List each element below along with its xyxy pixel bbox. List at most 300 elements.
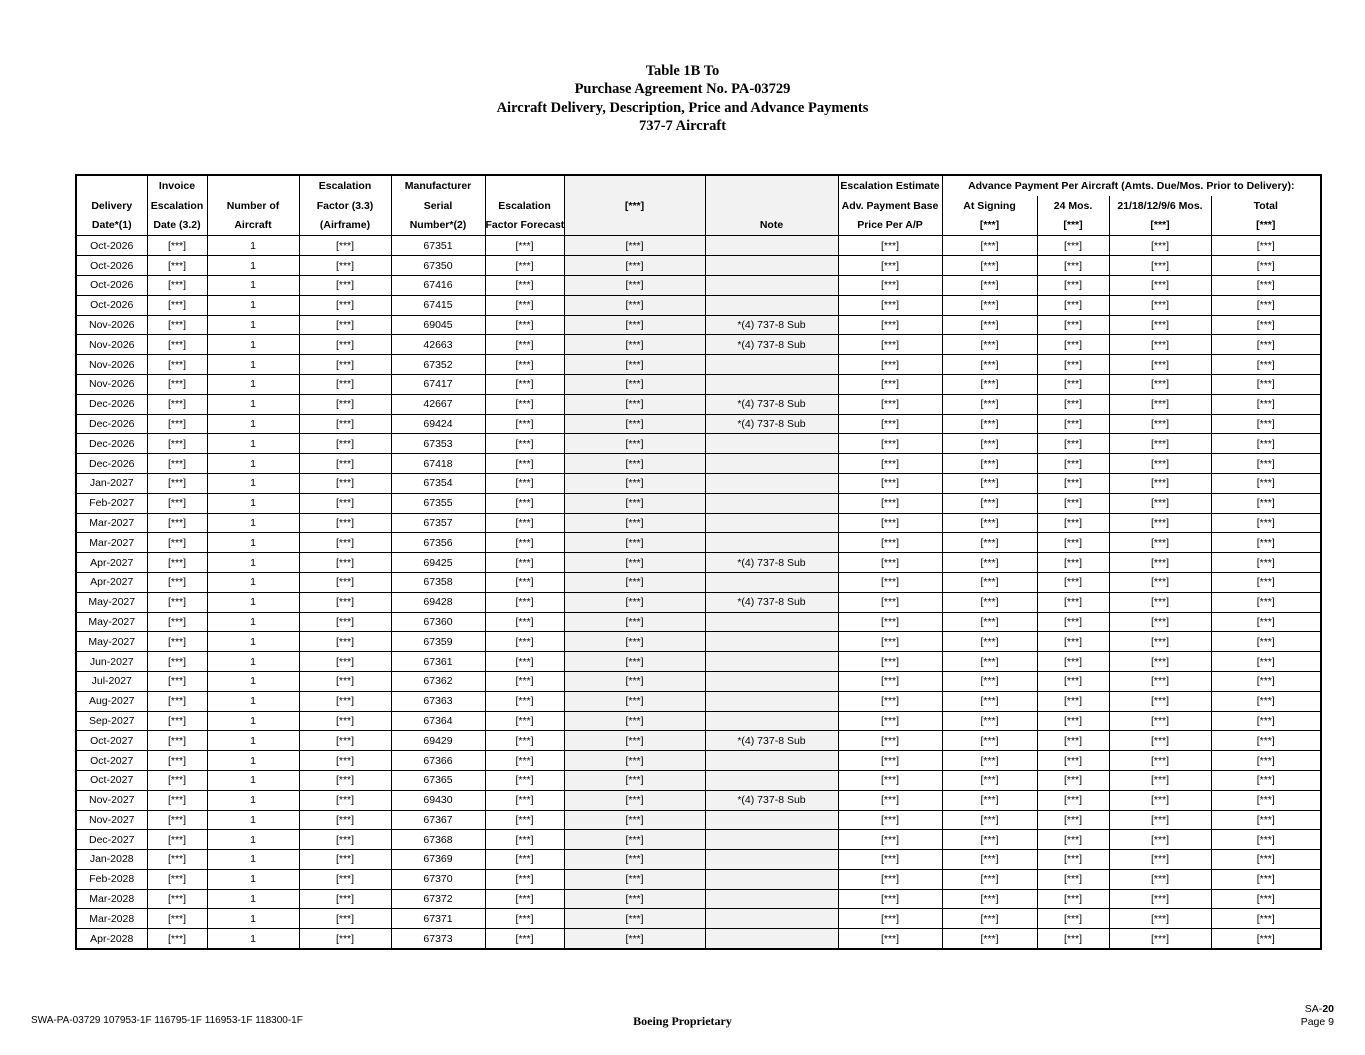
table-row bbox=[76, 612, 1321, 632]
number-of-aircraft-cell: 1 bbox=[207, 909, 299, 929]
note-cell bbox=[705, 830, 838, 850]
escalation-factor-cell: [***] bbox=[299, 434, 391, 454]
header-cell: Serial bbox=[391, 196, 485, 216]
number-of-aircraft-cell: 1 bbox=[207, 572, 299, 592]
header-cell: Total bbox=[1211, 196, 1321, 216]
escalation-factor-cell: [***] bbox=[299, 315, 391, 335]
escalation-forecast-cell: [***] bbox=[485, 652, 564, 672]
base-price-cell: [***] bbox=[838, 355, 942, 375]
24-mos-cell: [***] bbox=[1037, 454, 1109, 474]
21-mos-cell: [***] bbox=[1109, 374, 1211, 394]
number-of-aircraft-cell: 1 bbox=[207, 374, 299, 394]
21-mos-cell: [***] bbox=[1109, 572, 1211, 592]
escalation-factor-cell: [***] bbox=[299, 513, 391, 533]
escalation-factor-cell: [***] bbox=[299, 275, 391, 295]
note-cell bbox=[705, 889, 838, 909]
number-of-aircraft-cell: 1 bbox=[207, 850, 299, 870]
delivery-date-cell: Oct-2026 bbox=[76, 295, 147, 315]
delivery-date-cell: Sep-2027 bbox=[76, 711, 147, 731]
24-mos-cell: [***] bbox=[1037, 355, 1109, 375]
table-row bbox=[76, 493, 1321, 513]
header-cell: At Signing bbox=[942, 196, 1037, 216]
21-mos-cell: [***] bbox=[1109, 889, 1211, 909]
escalation-factor-cell: [***] bbox=[299, 691, 391, 711]
total-cell: [***] bbox=[1211, 374, 1321, 394]
invoice-escalation-cell: [***] bbox=[147, 493, 207, 513]
total-cell: [***] bbox=[1211, 295, 1321, 315]
at-signing-cell: [***] bbox=[942, 691, 1037, 711]
at-signing-cell: [***] bbox=[942, 553, 1037, 573]
number-of-aircraft-cell: 1 bbox=[207, 493, 299, 513]
note-cell bbox=[705, 770, 838, 790]
24-mos-cell: [***] bbox=[1037, 236, 1109, 256]
number-of-aircraft-cell: 1 bbox=[207, 671, 299, 691]
total-cell: [***] bbox=[1211, 869, 1321, 889]
table-row bbox=[76, 572, 1321, 592]
delivery-date-cell: Dec-2027 bbox=[76, 830, 147, 850]
base-price-cell: [***] bbox=[838, 810, 942, 830]
header-cell: [***] bbox=[942, 216, 1037, 236]
total-cell: [***] bbox=[1211, 434, 1321, 454]
base-price-cell: [***] bbox=[838, 295, 942, 315]
total-cell: [***] bbox=[1211, 493, 1321, 513]
header-cell bbox=[705, 196, 838, 216]
at-signing-cell: [***] bbox=[942, 355, 1037, 375]
invoice-escalation-cell: [***] bbox=[147, 533, 207, 553]
24-mos-cell: [***] bbox=[1037, 275, 1109, 295]
redacted-cell: [***] bbox=[564, 434, 705, 454]
24-mos-cell: [***] bbox=[1037, 751, 1109, 771]
table-row bbox=[76, 454, 1321, 474]
base-price-cell: [***] bbox=[838, 335, 942, 355]
note-cell bbox=[705, 295, 838, 315]
escalation-forecast-cell: [***] bbox=[485, 889, 564, 909]
24-mos-cell: [***] bbox=[1037, 592, 1109, 612]
note-cell bbox=[705, 632, 838, 652]
21-mos-cell: [***] bbox=[1109, 652, 1211, 672]
serial-number-cell: 69425 bbox=[391, 553, 485, 573]
number-of-aircraft-cell: 1 bbox=[207, 632, 299, 652]
24-mos-cell: [***] bbox=[1037, 513, 1109, 533]
escalation-forecast-cell: [***] bbox=[485, 671, 564, 691]
delivery-table bbox=[75, 174, 1322, 950]
escalation-forecast-cell: [***] bbox=[485, 454, 564, 474]
invoice-escalation-cell: [***] bbox=[147, 869, 207, 889]
at-signing-cell: [***] bbox=[942, 236, 1037, 256]
delivery-date-cell: May-2027 bbox=[76, 592, 147, 612]
21-mos-cell: [***] bbox=[1109, 473, 1211, 493]
at-signing-cell: [***] bbox=[942, 909, 1037, 929]
base-price-cell: [***] bbox=[838, 473, 942, 493]
24-mos-cell: [***] bbox=[1037, 315, 1109, 335]
delivery-date-cell: Jul-2027 bbox=[76, 671, 147, 691]
number-of-aircraft-cell: 1 bbox=[207, 513, 299, 533]
escalation-forecast-cell: [***] bbox=[485, 374, 564, 394]
note-cell bbox=[705, 691, 838, 711]
at-signing-cell: [***] bbox=[942, 731, 1037, 751]
21-mos-cell: [***] bbox=[1109, 315, 1211, 335]
header-cell: Escalation bbox=[147, 196, 207, 216]
escalation-factor-cell: [***] bbox=[299, 850, 391, 870]
at-signing-cell: [***] bbox=[942, 275, 1037, 295]
table-row bbox=[76, 691, 1321, 711]
note-cell: *(4) 737-8 Sub bbox=[705, 553, 838, 573]
at-signing-cell: [***] bbox=[942, 652, 1037, 672]
escalation-factor-cell: [***] bbox=[299, 632, 391, 652]
note-cell bbox=[705, 355, 838, 375]
24-mos-cell: [***] bbox=[1037, 533, 1109, 553]
21-mos-cell: [***] bbox=[1109, 751, 1211, 771]
delivery-date-cell: Dec-2026 bbox=[76, 454, 147, 474]
21-mos-cell: [***] bbox=[1109, 355, 1211, 375]
serial-number-cell: 67363 bbox=[391, 691, 485, 711]
invoice-escalation-cell: [***] bbox=[147, 592, 207, 612]
escalation-forecast-cell: [***] bbox=[485, 711, 564, 731]
base-price-cell: [***] bbox=[838, 434, 942, 454]
21-mos-cell: [***] bbox=[1109, 513, 1211, 533]
table-row bbox=[76, 473, 1321, 493]
serial-number-cell: 67358 bbox=[391, 572, 485, 592]
escalation-forecast-cell: [***] bbox=[485, 632, 564, 652]
escalation-forecast-cell: [***] bbox=[485, 909, 564, 929]
21-mos-cell: [***] bbox=[1109, 256, 1211, 276]
total-cell: [***] bbox=[1211, 612, 1321, 632]
total-cell: [***] bbox=[1211, 275, 1321, 295]
escalation-forecast-cell: [***] bbox=[485, 236, 564, 256]
escalation-forecast-cell: [***] bbox=[485, 830, 564, 850]
serial-number-cell: 67361 bbox=[391, 652, 485, 672]
header-cell bbox=[705, 175, 838, 196]
table-row bbox=[76, 553, 1321, 573]
escalation-factor-cell: [***] bbox=[299, 414, 391, 434]
21-mos-cell: [***] bbox=[1109, 394, 1211, 414]
redacted-cell: [***] bbox=[564, 929, 705, 949]
note-cell bbox=[705, 572, 838, 592]
escalation-factor-cell: [***] bbox=[299, 731, 391, 751]
24-mos-cell: [***] bbox=[1037, 553, 1109, 573]
total-cell: [***] bbox=[1211, 929, 1321, 949]
escalation-forecast-cell: [***] bbox=[485, 335, 564, 355]
at-signing-cell: [***] bbox=[942, 850, 1037, 870]
header-cell: Manufacturer bbox=[391, 175, 485, 196]
escalation-forecast-cell: [***] bbox=[485, 513, 564, 533]
total-cell: [***] bbox=[1211, 671, 1321, 691]
24-mos-cell: [***] bbox=[1037, 572, 1109, 592]
serial-number-cell: 67367 bbox=[391, 810, 485, 830]
at-signing-cell: [***] bbox=[942, 869, 1037, 889]
escalation-forecast-cell: [***] bbox=[485, 275, 564, 295]
at-signing-cell: [***] bbox=[942, 315, 1037, 335]
note-cell bbox=[705, 374, 838, 394]
delivery-date-cell: Oct-2027 bbox=[76, 731, 147, 751]
advance-payment-header: Advance Payment Per Aircraft (Amts. Due/Mos. Prior to Delivery): bbox=[942, 175, 1321, 196]
total-cell: [***] bbox=[1211, 572, 1321, 592]
invoice-escalation-cell: [***] bbox=[147, 810, 207, 830]
sa-value: 20 bbox=[1322, 1003, 1334, 1015]
header-cell bbox=[564, 216, 705, 236]
24-mos-cell: [***] bbox=[1037, 711, 1109, 731]
total-cell: [***] bbox=[1211, 850, 1321, 870]
total-cell: [***] bbox=[1211, 473, 1321, 493]
total-cell: [***] bbox=[1211, 711, 1321, 731]
escalation-forecast-cell: [***] bbox=[485, 850, 564, 870]
invoice-escalation-cell: [***] bbox=[147, 929, 207, 949]
total-cell: [***] bbox=[1211, 236, 1321, 256]
escalation-factor-cell: [***] bbox=[299, 929, 391, 949]
note-cell bbox=[705, 275, 838, 295]
at-signing-cell: [***] bbox=[942, 671, 1037, 691]
serial-number-cell: 69429 bbox=[391, 731, 485, 751]
redacted-cell: [***] bbox=[564, 810, 705, 830]
table-row bbox=[76, 256, 1321, 276]
number-of-aircraft-cell: 1 bbox=[207, 434, 299, 454]
redacted-cell: [***] bbox=[564, 869, 705, 889]
base-price-cell: [***] bbox=[838, 315, 942, 335]
invoice-escalation-cell: [***] bbox=[147, 275, 207, 295]
total-cell: [***] bbox=[1211, 513, 1321, 533]
table-row bbox=[76, 315, 1321, 335]
number-of-aircraft-cell: 1 bbox=[207, 830, 299, 850]
table-row bbox=[76, 909, 1321, 929]
table-row bbox=[76, 295, 1321, 315]
at-signing-cell: [***] bbox=[942, 572, 1037, 592]
escalation-factor-cell: [***] bbox=[299, 810, 391, 830]
base-price-cell: [***] bbox=[838, 493, 942, 513]
24-mos-cell: [***] bbox=[1037, 731, 1109, 751]
redacted-cell: [***] bbox=[564, 612, 705, 632]
total-cell: [***] bbox=[1211, 909, 1321, 929]
redacted-cell: [***] bbox=[564, 691, 705, 711]
21-mos-cell: [***] bbox=[1109, 236, 1211, 256]
at-signing-cell: [***] bbox=[942, 473, 1037, 493]
redacted-cell: [***] bbox=[564, 790, 705, 810]
note-cell bbox=[705, 751, 838, 771]
table-row bbox=[76, 731, 1321, 751]
total-cell: [***] bbox=[1211, 553, 1321, 573]
number-of-aircraft-cell: 1 bbox=[207, 275, 299, 295]
invoice-escalation-cell: [***] bbox=[147, 394, 207, 414]
note-cell bbox=[705, 473, 838, 493]
24-mos-cell: [***] bbox=[1037, 869, 1109, 889]
invoice-escalation-cell: [***] bbox=[147, 355, 207, 375]
24-mos-cell: [***] bbox=[1037, 473, 1109, 493]
base-price-cell: [***] bbox=[838, 691, 942, 711]
invoice-escalation-cell: [***] bbox=[147, 652, 207, 672]
escalation-forecast-cell: [***] bbox=[485, 553, 564, 573]
title-line-2: Purchase Agreement No. PA-03729 bbox=[574, 81, 791, 98]
escalation-factor-cell: [***] bbox=[299, 889, 391, 909]
serial-number-cell: 67417 bbox=[391, 374, 485, 394]
total-cell: [***] bbox=[1211, 810, 1321, 830]
number-of-aircraft-cell: 1 bbox=[207, 592, 299, 612]
invoice-escalation-cell: [***] bbox=[147, 473, 207, 493]
escalation-forecast-cell: [***] bbox=[485, 533, 564, 553]
note-cell: *(4) 737-8 Sub bbox=[705, 790, 838, 810]
base-price-cell: [***] bbox=[838, 790, 942, 810]
header-cell bbox=[485, 175, 564, 196]
header-cell: Invoice bbox=[147, 175, 207, 196]
table-row bbox=[76, 533, 1321, 553]
number-of-aircraft-cell: 1 bbox=[207, 751, 299, 771]
21-mos-cell: [***] bbox=[1109, 790, 1211, 810]
number-of-aircraft-cell: 1 bbox=[207, 335, 299, 355]
page-number: Page 9 bbox=[1300, 1016, 1334, 1028]
redacted-cell: [***] bbox=[564, 473, 705, 493]
table-row bbox=[76, 414, 1321, 434]
delivery-date-cell: Oct-2027 bbox=[76, 751, 147, 771]
header-cell: Delivery bbox=[91, 199, 133, 212]
header-cell: [***] bbox=[1211, 216, 1321, 236]
redacted-cell: [***] bbox=[564, 652, 705, 672]
redacted-cell: [***] bbox=[564, 572, 705, 592]
total-cell: [***] bbox=[1211, 632, 1321, 652]
base-price-cell: [***] bbox=[838, 632, 942, 652]
24-mos-cell: [***] bbox=[1037, 810, 1109, 830]
table-row bbox=[76, 236, 1321, 256]
base-price-cell: [***] bbox=[838, 414, 942, 434]
header-cell: Escalation bbox=[299, 175, 391, 196]
delivery-date-cell: Apr-2028 bbox=[76, 929, 147, 949]
header-cell: Note bbox=[705, 216, 838, 236]
21-mos-cell: [***] bbox=[1109, 592, 1211, 612]
base-price-cell: [***] bbox=[838, 671, 942, 691]
24-mos-cell: [***] bbox=[1037, 394, 1109, 414]
serial-number-cell: 67366 bbox=[391, 751, 485, 771]
delivery-date-cell: Dec-2026 bbox=[76, 394, 147, 414]
note-cell bbox=[705, 909, 838, 929]
header-cell: (Airframe) bbox=[299, 216, 391, 236]
header-cell: Adv. Payment Base bbox=[838, 196, 942, 216]
table-row bbox=[76, 374, 1321, 394]
invoice-escalation-cell: [***] bbox=[147, 256, 207, 276]
total-cell: [***] bbox=[1211, 770, 1321, 790]
total-cell: [***] bbox=[1211, 691, 1321, 711]
delivery-date-cell: Oct-2026 bbox=[76, 236, 147, 256]
escalation-forecast-cell: [***] bbox=[485, 691, 564, 711]
total-cell: [***] bbox=[1211, 454, 1321, 474]
at-signing-cell: [***] bbox=[942, 394, 1037, 414]
serial-number-cell: 67370 bbox=[391, 869, 485, 889]
serial-number-cell: 67360 bbox=[391, 612, 485, 632]
at-signing-cell: [***] bbox=[942, 929, 1037, 949]
at-signing-cell: [***] bbox=[942, 830, 1037, 850]
at-signing-cell: [***] bbox=[942, 612, 1037, 632]
invoice-escalation-cell: [***] bbox=[147, 711, 207, 731]
redacted-cell: [***] bbox=[564, 454, 705, 474]
table-row bbox=[76, 711, 1321, 731]
serial-number-cell: 67350 bbox=[391, 256, 485, 276]
total-cell: [***] bbox=[1211, 731, 1321, 751]
21-mos-cell: [***] bbox=[1109, 810, 1211, 830]
21-mos-cell: [***] bbox=[1109, 770, 1211, 790]
base-price-cell: [***] bbox=[838, 612, 942, 632]
number-of-aircraft-cell: 1 bbox=[207, 533, 299, 553]
escalation-factor-cell: [***] bbox=[299, 335, 391, 355]
base-price-cell: [***] bbox=[838, 711, 942, 731]
escalation-factor-cell: [***] bbox=[299, 830, 391, 850]
delivery-date-cell: Mar-2027 bbox=[76, 533, 147, 553]
note-cell bbox=[705, 869, 838, 889]
redacted-cell: [***] bbox=[564, 632, 705, 652]
at-signing-cell: [***] bbox=[942, 533, 1037, 553]
proprietary-label: Boeing Proprietary bbox=[633, 1014, 732, 1028]
note-cell bbox=[705, 711, 838, 731]
escalation-factor-cell: [***] bbox=[299, 374, 391, 394]
base-price-cell: [***] bbox=[838, 889, 942, 909]
base-price-cell: [***] bbox=[838, 374, 942, 394]
invoice-escalation-cell: [***] bbox=[147, 236, 207, 256]
escalation-forecast-cell: [***] bbox=[485, 751, 564, 771]
invoice-escalation-cell: [***] bbox=[147, 909, 207, 929]
header-cell: Escalation bbox=[485, 196, 564, 216]
total-cell: [***] bbox=[1211, 790, 1321, 810]
number-of-aircraft-cell: 1 bbox=[207, 652, 299, 672]
number-of-aircraft-cell: 1 bbox=[207, 454, 299, 474]
redacted-cell: [***] bbox=[564, 394, 705, 414]
redacted-cell: [***] bbox=[564, 553, 705, 573]
header-row-3 bbox=[76, 216, 1321, 236]
21-mos-cell: [***] bbox=[1109, 909, 1211, 929]
base-price-cell: [***] bbox=[838, 553, 942, 573]
at-signing-cell: [***] bbox=[942, 493, 1037, 513]
total-cell: [***] bbox=[1211, 889, 1321, 909]
header-cell bbox=[76, 175, 147, 196]
24-mos-cell: [***] bbox=[1037, 374, 1109, 394]
at-signing-cell: [***] bbox=[942, 889, 1037, 909]
delivery-date-cell: Apr-2027 bbox=[76, 553, 147, 573]
at-signing-cell: [***] bbox=[942, 810, 1037, 830]
21-mos-cell: [***] bbox=[1109, 929, 1211, 949]
serial-number-cell: 67355 bbox=[391, 493, 485, 513]
number-of-aircraft-cell: 1 bbox=[207, 256, 299, 276]
title-line-4: 737-7 Aircraft bbox=[638, 117, 727, 134]
number-of-aircraft-cell: 1 bbox=[207, 315, 299, 335]
delivery-date-cell: Nov-2026 bbox=[76, 374, 147, 394]
total-cell: [***] bbox=[1211, 592, 1321, 612]
invoice-escalation-cell: [***] bbox=[147, 889, 207, 909]
delivery-date-cell: Dec-2026 bbox=[76, 434, 147, 454]
escalation-forecast-cell: [***] bbox=[485, 493, 564, 513]
serial-number-cell: 69428 bbox=[391, 592, 485, 612]
21-mos-cell: [***] bbox=[1109, 295, 1211, 315]
delivery-date-cell: Jan-2028 bbox=[76, 850, 147, 870]
delivery-date-cell: Jan-2027 bbox=[76, 473, 147, 493]
at-signing-cell: [***] bbox=[942, 434, 1037, 454]
24-mos-cell: [***] bbox=[1037, 612, 1109, 632]
at-signing-cell: [***] bbox=[942, 256, 1037, 276]
21-mos-cell: [***] bbox=[1109, 671, 1211, 691]
base-price-cell: [***] bbox=[838, 830, 942, 850]
note-cell: *(4) 737-8 Sub bbox=[705, 394, 838, 414]
table-row bbox=[76, 830, 1321, 850]
24-mos-cell: [***] bbox=[1037, 295, 1109, 315]
total-cell: [***] bbox=[1211, 830, 1321, 850]
header-row-2 bbox=[76, 196, 1321, 216]
24-mos-cell: [***] bbox=[1037, 850, 1109, 870]
delivery-date-cell: May-2027 bbox=[76, 632, 147, 652]
at-signing-cell: [***] bbox=[942, 770, 1037, 790]
note-cell bbox=[705, 434, 838, 454]
invoice-escalation-cell: [***] bbox=[147, 335, 207, 355]
table-row bbox=[76, 770, 1321, 790]
escalation-factor-cell: [***] bbox=[299, 473, 391, 493]
at-signing-cell: [***] bbox=[942, 454, 1037, 474]
serial-number-cell: 67352 bbox=[391, 355, 485, 375]
invoice-escalation-cell: [***] bbox=[147, 691, 207, 711]
sa-number bbox=[1301, 1003, 1334, 1016]
21-mos-cell: [***] bbox=[1109, 869, 1211, 889]
note-cell bbox=[705, 493, 838, 513]
